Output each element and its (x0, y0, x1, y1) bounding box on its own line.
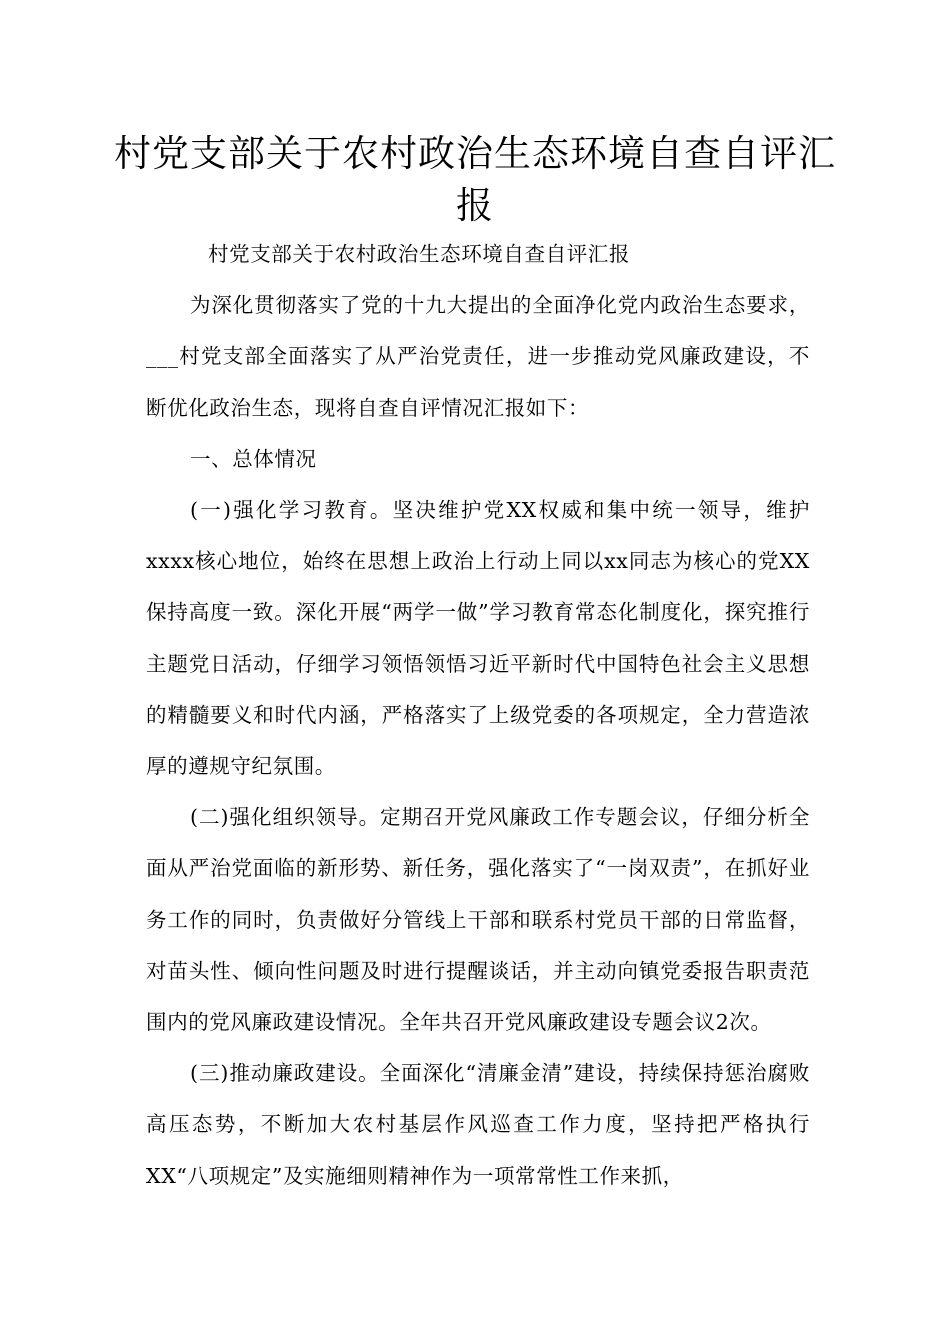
paragraph-intro: 为深化贯彻落实了党的十九大提出的全面净化党内政治生态要求，___村党支部全面落实了从严治党责任，进一步推动党风廉政建设，不断优化政治生态，现将自查自评情况汇报如下： (146, 293, 810, 420)
paragraph-organization-leadership: (二)强化组织领导。定期召开党风廉政工作专题会议，仔细分析全面从严治党面临的新形势、新任务，强化落实了“一岗双责”，在抓好业务工作的同时，负责做好分管线上干部和联系村党员干部的日常监督，对苗头性、倾向性问题及时进行提醒谈话，并主动向镇党委报告职责范围内的党风廉政建设情况。全年共召开党风廉政建设专题会议2次。 (146, 805, 810, 1035)
document-title: 村党支部关于农村政治生态环境自查自评汇报 (114, 132, 836, 227)
paragraph-integrity-building: (三)推动廉政建设。全面深化“清廉金清”建设，持续保持惩治腐败高压态势，不断加大农村基层作风巡查工作力度，坚持把严格执行XX“八项规定”及实施细则精神作为一项常常性工作来抓， (146, 1061, 810, 1188)
paragraph-study-education: (一)强化学习教育。坚决维护党XX权威和集中统一领导，维护xxxx核心地位，始终在思想上政治上行动上同以xx同志为核心的党XX保持高度一致。深化开展“两学一做”学习教育常态化制度化，探究推行主题党日活动，仔细学习领悟领悟习近平新时代中国特色社会主义思想的精髓要义和时代内涵，严格落实了上级党委的各项规定，全力营造浓厚的遵规守纪氛围。 (146, 498, 810, 779)
section-heading: 一、总体情况 (190, 446, 317, 471)
document-subtitle: 村党支部关于农村政治生态环境自查自评汇报 (208, 242, 630, 266)
document-body (146, 229, 810, 1202)
